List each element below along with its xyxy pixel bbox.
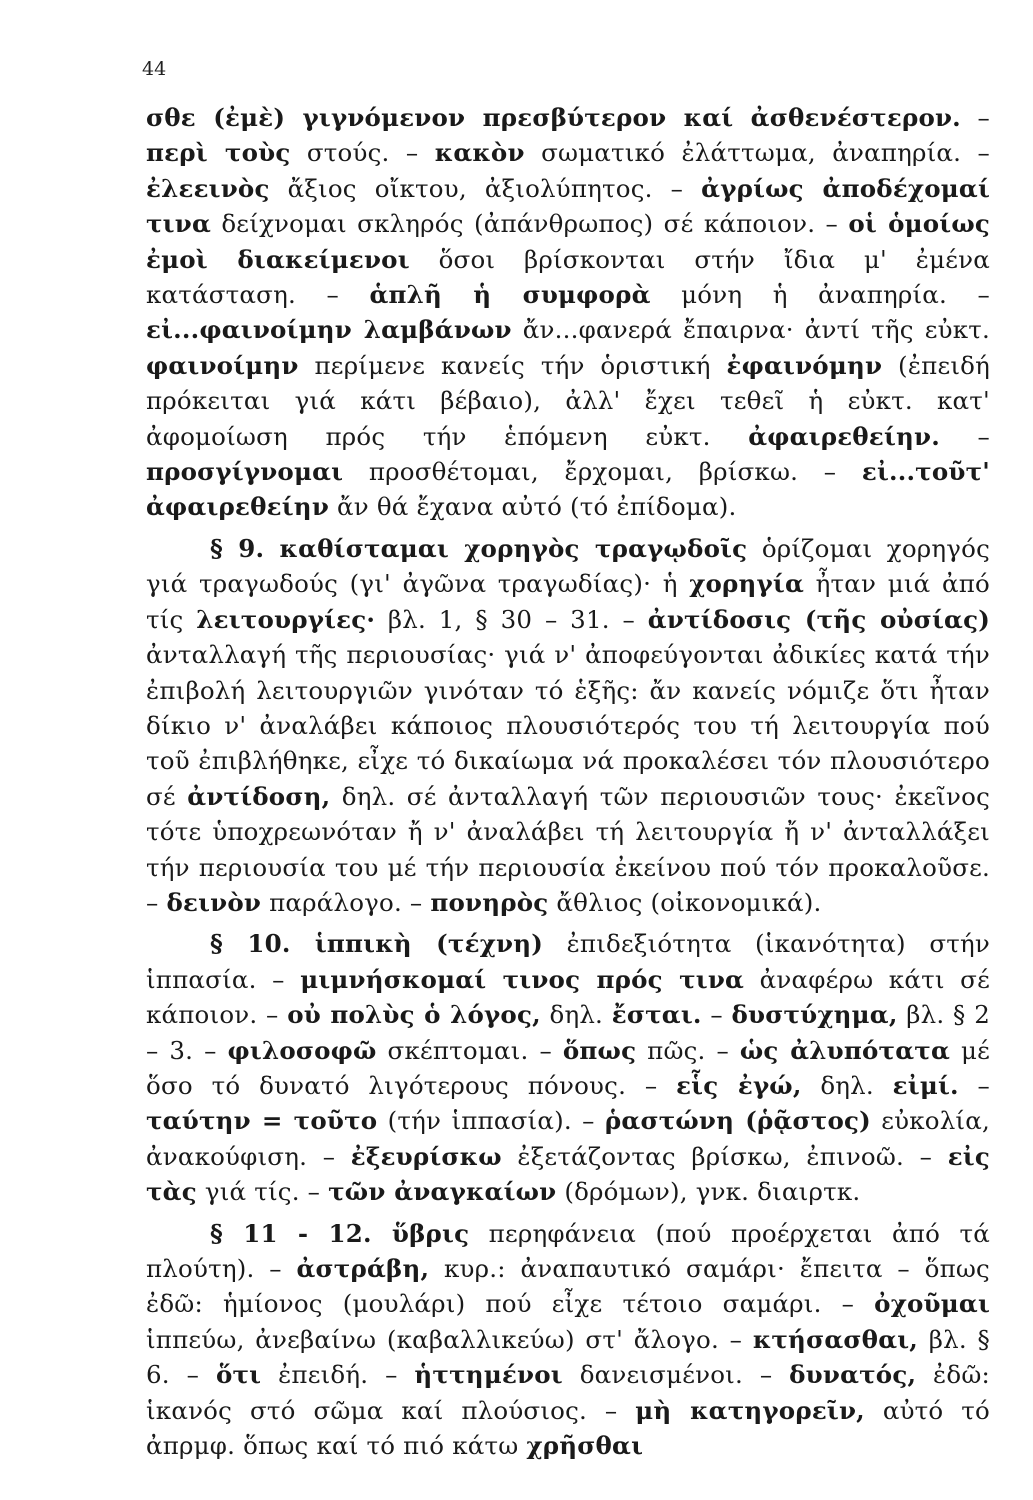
text-run: εὐκολία, ἀνακούφιση. – bbox=[146, 1106, 990, 1171]
bold-term: εἷς ἐγώ, bbox=[676, 1070, 802, 1100]
text-run: στούς. – bbox=[290, 138, 435, 168]
bold-term: φαινοίμην bbox=[146, 350, 299, 380]
bold-term: περὶ τοὺς bbox=[146, 138, 291, 168]
text-run: βλ. § 6. – bbox=[146, 1324, 990, 1390]
text-run: δηλ. σέ ἀνταλλαγή τῶν περιουσιῶν τους· ἐκεῖνος τότε ὑποχρεωνόταν ἤ ν' ἀναλάβει τή λειτουργία ἤ ν' ἀνταλλάξει τήν περιουσία του μέ τήν περιουσία ἐκείνου πού τόν προκαλοῦσε. – bbox=[146, 781, 990, 917]
text-run: βλ. 1, § 30 – 31. – bbox=[375, 604, 648, 634]
bold-term: ἐξευρίσκω bbox=[350, 1141, 502, 1171]
bold-term: κακὸν bbox=[434, 138, 525, 168]
text-run: περηφάνεια (πού προέρχεται ἀπό τά πλούτη). – bbox=[146, 1218, 990, 1283]
bold-term: φιλοσοφῶ bbox=[227, 1035, 377, 1065]
bold-term: ἁπλῆ ἡ συμφορὰ bbox=[369, 280, 651, 310]
page-number: 44 bbox=[142, 58, 167, 80]
text-run: ἄν...φανερά ἔπαιρνα· ἀντί τῆς εὐκτ. bbox=[511, 315, 990, 345]
bold-term: ἐλεεινὸς bbox=[146, 173, 270, 203]
bold-term: ἀντίδοση, bbox=[187, 781, 331, 811]
bold-term: οἱ ὁμοίως ἐμοὶ διακείμενοι bbox=[146, 209, 990, 274]
text-run: σκέπτομαι. – bbox=[376, 1035, 563, 1065]
text-run: ἐπιδεξιότητα (ἱκανότητα) στήν ἱππασία. – bbox=[146, 929, 991, 994]
bold-term: εἰ...τοῦτ' ἀφαιρεθείην bbox=[146, 457, 990, 522]
text-run: – bbox=[939, 421, 990, 451]
bold-term: ἀντίδοσις (τῆς οὐσίας) bbox=[647, 604, 990, 634]
bold-term: πονηρὸς bbox=[430, 887, 549, 917]
bold-term: δυνατός, bbox=[789, 1360, 917, 1390]
text-run: ἀνταλλαγή τῆς περιουσίας· γιά ν' ἀποφεύγονται ἀδικίες κατά τήν ἐπιβολή λειτουργιῶν γινόταν τό ἑξῆς: ἄν κανείς νόμιζε ὅτι ἦταν δίκιο ν' ἀναλάβει κάποιος πλουσιότερός του τή λειτουργία πού τοῦ ἐπιβλήθηκε, εἶχε τό δικαίωμα νά προκαλέσει τόν πλουσιότερο σέ bbox=[146, 640, 990, 811]
bold-term: χρῆσθαι bbox=[526, 1431, 644, 1461]
text-run: ἄξιος οἴκτου, ἀξιολύπητος. – bbox=[269, 173, 702, 203]
text-run: προσθέτομαι, ἔρχομαι, βρίσκω. – bbox=[343, 457, 862, 487]
paragraph bbox=[146, 100, 990, 525]
bold-term: ἔσται. bbox=[611, 1000, 702, 1030]
bold-term: § 11 - 12. ὕβρις bbox=[210, 1218, 470, 1248]
text-run: – bbox=[960, 103, 990, 132]
bold-term: σθε (ἐμὲ) γιγνόμενον πρεσβύτερον καί ἀσθενέστερον. bbox=[146, 103, 961, 132]
bold-term: § 9. καθίσταμαι χορηγὸς τραγῳδοῖς bbox=[210, 533, 748, 563]
text-run: ἦταν μιά ἀπό τίς bbox=[146, 569, 991, 634]
bold-term: ἐφαινόμην bbox=[726, 350, 883, 380]
bold-term: οὐ πολὺς ὁ λόγος, bbox=[287, 1000, 541, 1030]
text-run: δανεισμένοι. – bbox=[562, 1360, 790, 1390]
text-run: ἐξετάζοντας βρίσκω, ἐπινοῶ. – bbox=[501, 1141, 948, 1171]
bold-term: κτήσασθαι, bbox=[752, 1324, 919, 1354]
text-run: – bbox=[701, 1000, 732, 1030]
text-run: ἄν θά ἔχανα αὐτό (τό ἐπίδομα). bbox=[329, 492, 737, 522]
bold-term: προσγίγνομαι bbox=[146, 457, 344, 487]
bold-term: δυστύχημα, bbox=[731, 1000, 898, 1030]
bold-term: εἰμί. bbox=[892, 1070, 959, 1100]
text-run: ἱππεύω, ἀνεβαίνω (καβαλλικεύω) στ' ἄλογο. – bbox=[146, 1324, 753, 1354]
text-run: πῶς. – bbox=[636, 1035, 740, 1065]
paragraph bbox=[146, 531, 990, 920]
text-run: γιά τίς. – bbox=[196, 1177, 329, 1207]
paragraph bbox=[146, 926, 990, 1209]
text-run: ἐδῶ: ἱκανός στό σῶμα καί πλούσιος. – bbox=[146, 1360, 990, 1425]
bold-term: ῥαστώνη (ῥᾷστος) bbox=[604, 1106, 871, 1136]
bold-term: ταύτην = τοῦτο bbox=[146, 1106, 378, 1136]
text-run: (ἐπειδή πρόκειται γιά κάτι βέβαιο), ἀλλ' ἔχει τεθεῖ ἡ εὐκτ. κατ' ἀφομοίωση πρός τήν ἑπόμενη εὐκτ. bbox=[146, 350, 990, 451]
bold-term: λειτουργίες· bbox=[196, 604, 376, 634]
text-run: ἐπειδή. – bbox=[261, 1360, 415, 1390]
bold-term: ἀφαιρεθείην. bbox=[748, 421, 940, 451]
text-run: κυρ.: ἀναπαυτικό σαμάρι· ἔπειτα – ὅπως ἐδῶ: ἡμίονος (μουλάρι) πού εἶχε τέτοιο σαμάρι. – bbox=[146, 1254, 990, 1319]
text-run: σωματικό ἐλάττωμα, ἀναπηρία. – bbox=[524, 138, 990, 168]
bold-term: μὴ κατηγορεῖν, bbox=[635, 1395, 865, 1425]
text-run: μόνη ἡ ἀναπηρία. – bbox=[650, 280, 990, 310]
text-run: δηλ. bbox=[540, 1000, 612, 1030]
text-run: ὅσοι βρίσκονται στήν ἴδια μ' ἐμένα κατάσταση. – bbox=[146, 244, 991, 310]
text-run: παράλογο. – bbox=[261, 887, 431, 917]
text-run: – bbox=[958, 1070, 990, 1100]
bold-term: μιμνήσκομαί τινος πρός τινα bbox=[300, 964, 745, 994]
text-run: δείχνομαι σκληρός (ἀπάνθρωπος) σέ κάποιον. – bbox=[211, 209, 849, 239]
text-run: ἀναφέρω κάτι σέ κάποιον. – bbox=[146, 964, 990, 1030]
text-run: μέ ὅσο τό δυνατό λιγότερους πόνους. – bbox=[146, 1035, 990, 1100]
bold-term: ὅπως bbox=[562, 1035, 637, 1065]
paragraph bbox=[146, 1216, 990, 1464]
bold-term: ὅτι bbox=[215, 1360, 262, 1390]
commentary-text bbox=[146, 100, 990, 1463]
text-run: (δρόμων), γνκ. διαιρτκ. bbox=[556, 1177, 861, 1207]
bold-term: ἀγρίως ἀποδέχομαί τινα bbox=[146, 173, 991, 239]
bold-term: ὀχοῦμαι bbox=[874, 1289, 990, 1319]
text-run: περίμενε κανείς τήν ὁριστική bbox=[298, 350, 727, 380]
bold-term: ἀστράβη, bbox=[296, 1254, 430, 1283]
bold-term: ἡττημένοι bbox=[414, 1360, 563, 1390]
bold-term: § 10. ἱππικὴ (τέχνη) bbox=[210, 929, 544, 959]
bold-term: χορηγία bbox=[689, 569, 805, 599]
text-run: ἄθλιος (οἰκονομικά). bbox=[548, 887, 822, 917]
bold-term: ὡς ἀλυπότατα bbox=[739, 1035, 951, 1065]
text-run: δηλ. bbox=[801, 1070, 893, 1100]
text-run: αὐτό τό ἀπρμφ. ὅπως καί τό πιό κάτω bbox=[146, 1395, 990, 1461]
bold-term: τῶν ἀναγκαίων bbox=[328, 1177, 557, 1207]
bold-term: εἰς τὰς bbox=[146, 1141, 990, 1207]
text-run: βλ. § 2 – 3. – bbox=[146, 1000, 990, 1065]
text-run: ὁρίζομαι χορηγός γιά τραγωδούς (γι' ἀγῶνα τραγωδίας)· ἡ bbox=[146, 533, 990, 599]
text-run: (τήν ἱππασία). – bbox=[377, 1106, 605, 1136]
bold-term: εἰ...φαινοίμην λαμβάνων bbox=[146, 315, 512, 345]
bold-term: δεινὸν bbox=[166, 887, 262, 917]
